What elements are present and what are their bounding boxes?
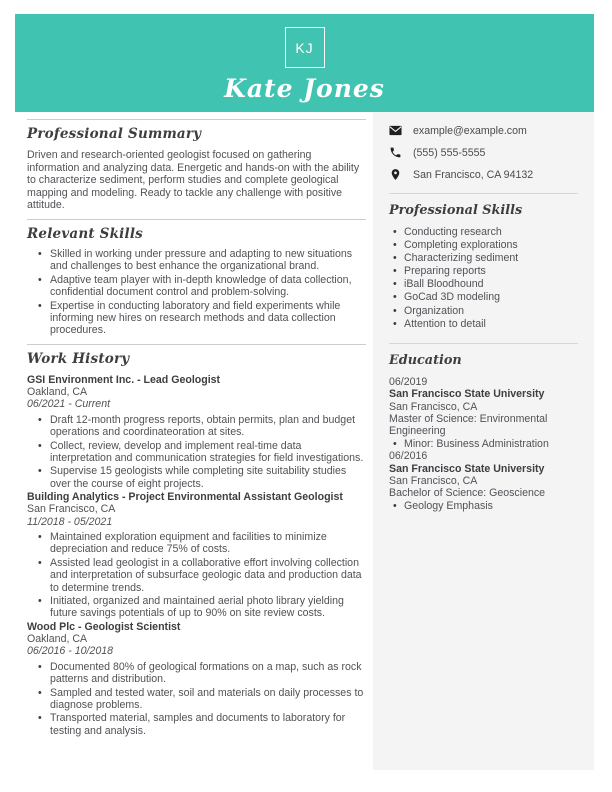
list-item: • Organization: [404, 305, 578, 318]
list-item: • Sampled and tested water, soil and materials on daily processes to diagnose problems.: [50, 687, 366, 712]
list-item: • Completing explorations: [404, 239, 578, 252]
monogram-box: [285, 27, 325, 68]
contact-email: example@example.com: [413, 124, 527, 137]
list-item: • Assisted lead geologist in a collaborative effort involving collection and interpretation of subsurface geologic data and production data to determine trends.: [50, 557, 366, 594]
job-location: San Francisco, CA: [27, 503, 116, 516]
job-title: GSI Environment Inc. - Lead Geologist: [27, 373, 221, 386]
contact-location-row: [389, 168, 578, 181]
header-banner: [15, 14, 594, 112]
summary-text: Driven and research-oriented geologist focused on gathering information and analyzing data. Energetic and hands-on with the ability to characterize sediment, perform studies and complete geological mapping and modeling. Ready to tackle any challenge with positive attitude.: [27, 149, 360, 212]
education-bullets: [389, 500, 578, 512]
list-item: • Geology Emphasis: [404, 500, 578, 512]
job-bullets: [27, 661, 366, 737]
phone-icon: [389, 146, 402, 159]
contact-email-row: [389, 124, 578, 137]
education-date: 06/2016: [389, 450, 428, 463]
education-degree: Bachelor of Science: Geoscience: [389, 487, 546, 500]
section-divider: [389, 343, 578, 344]
summary-heading: Professional Summary: [27, 126, 202, 142]
education-heading: Education: [389, 352, 462, 368]
job-title: Wood Plc - Geologist Scientist: [27, 620, 181, 633]
education-location: San Francisco, CA: [389, 475, 478, 487]
candidate-name: Kate Jones: [224, 74, 385, 103]
job-location: Oakland, CA: [27, 386, 88, 399]
list-item: • Maintained exploration equipment and facilities to minimize depreciation and reduce 75% of costs.: [50, 531, 366, 556]
education-location: San Francisco, CA: [389, 400, 478, 413]
contact-location: San Francisco, CA 94132: [413, 168, 534, 181]
education-bullets: [389, 438, 578, 450]
list-item: • Transported material, samples and documents to laboratory for testing and analysis.: [50, 712, 366, 737]
contact-phone-row: [389, 146, 578, 159]
list-item: • Attention to detail: [404, 318, 578, 331]
job-bullets: [27, 414, 366, 490]
sidebar: [373, 112, 594, 770]
list-item: • Skilled in working under pressure and adapting to new situations and challenges to best enhance the organizational brand.: [50, 248, 366, 273]
list-item: • Expertise in conducting laboratory and field experiments while informing new hires on research methods and data collection procedures.: [50, 300, 366, 337]
section-divider: [27, 119, 366, 120]
relevant-skills-list: [27, 248, 366, 337]
section-divider: [27, 344, 366, 345]
education-school: San Francisco State University: [389, 462, 545, 475]
job-entry: [27, 491, 366, 620]
list-item: • Initiated, organized and maintained aerial photo library yielding future savings potentials of up to 90% on site review costs.: [50, 595, 366, 620]
professional-skills-list: [389, 226, 578, 331]
job-entry: [27, 374, 366, 490]
list-item: • iBall Bloodhound: [404, 278, 578, 291]
education-degree: Master of Science: Environmental Engineering: [389, 412, 548, 438]
contact-phone: (555) 555-5555: [413, 146, 486, 159]
list-item: • Characterizing sediment: [404, 252, 578, 265]
list-item: • Preparing reports: [404, 265, 578, 278]
education-school: San Francisco State University: [389, 388, 545, 401]
work-history-heading: Work History: [27, 350, 130, 367]
job-dates: 11/2018 - 05/2021: [27, 515, 113, 528]
envelope-icon: [389, 124, 402, 137]
education-entry: [389, 376, 578, 450]
monogram-initials: KJ: [295, 39, 314, 56]
list-item: • Conducting research: [404, 226, 578, 239]
list-item: • Minor: Business Administration: [404, 438, 578, 450]
section-divider: [389, 193, 578, 194]
job-title: Building Analytics - Project Environmental Assistant Geologist: [27, 491, 343, 504]
list-item: • Documented 80% of geological formations on a map, such as rock patterns and distribution.: [50, 661, 366, 686]
list-item: • GoCad 3D modeling: [404, 291, 578, 304]
list-item: • Supervise 15 geologists while completing site suitability studies over the course of eight projects.: [50, 465, 366, 490]
job-entry: [27, 621, 366, 737]
job-dates: 06/2021 - Current: [27, 398, 111, 411]
education-entry: [389, 450, 578, 512]
job-bullets: [27, 531, 366, 620]
job-location: Oakland, CA: [27, 633, 88, 646]
relevant-skills-heading: Relevant Skills: [27, 225, 143, 242]
list-item: • Draft 12-month progress reports, obtain permits, plan and budget operations and coordinateoration at sites.: [50, 414, 366, 439]
job-dates: 06/2016 - 10/2018: [27, 645, 114, 658]
list-item: • Adaptive team player with in-depth knowledge of data collection, confidential document control and problem-solving.: [50, 274, 366, 299]
section-divider: [27, 219, 366, 220]
professional-skills-heading: Professional Skills: [389, 203, 523, 218]
map-pin-icon: [389, 168, 402, 181]
education-date: 06/2019: [389, 375, 428, 388]
list-item: • Collect, review, develop and implement real-time data interpretation and communication strategies for field investigations.: [50, 440, 366, 465]
main-column: [27, 112, 366, 738]
